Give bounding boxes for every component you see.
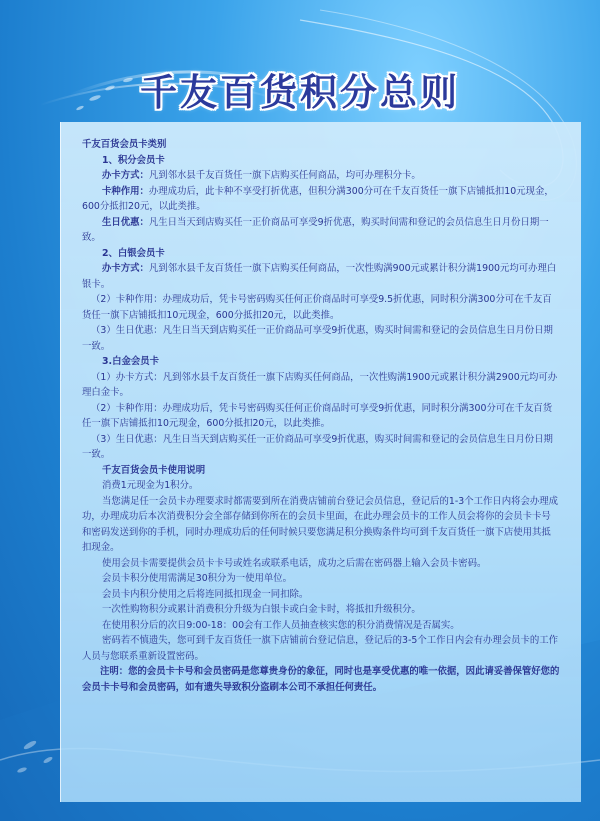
content-body (82, 137, 560, 695)
card2-function: （2）卡种作用：办理成功后，凭卡号密码购买任何正价商品时可享受9.5折优惠，同时积分满300分可在千友百货任一旗下店铺抵扣10元现金，600分抵扣20元，以此类推。 (82, 294, 552, 321)
page-title: 千友百货积分总则 (140, 71, 460, 114)
card1-function (82, 184, 560, 215)
card2-method (82, 261, 560, 292)
section-heading-card-types: 千友百货会员卡类别 (82, 139, 167, 150)
note: 注明：您的会员卡卡号和会员密码是您尊贵身份的象征，同时也是享受优惠的唯一依据，因此请妥善保管好您的会员卡卡号和会员密码，如有遗失导致积分盗刷本公司不承担任何责任。 (82, 666, 560, 693)
card2-method-label: 办卡方式： (102, 263, 149, 274)
usage-p6: 一次性购物积分或累计消费积分升级为白银卡或白金卡时，将抵扣升级积分。 (102, 604, 421, 615)
card2-heading: 2、白银会员卡 (102, 247, 165, 259)
card1-method-text: 凡到邻水县千友百货任一旗下店购买任何商品，均可办理积分卡。 (148, 170, 421, 181)
card1-birthday-text: 凡生日当天到店购买任一正价商品可享受9折优惠，购买时间需和登记的会员信息生日月份日期一致。 (82, 216, 549, 243)
card3-heading: 3.白金会员卡 (102, 356, 159, 367)
usage-p1: 消费1元现金为1积分。 (102, 480, 199, 491)
card2-method-text: 凡到邻水县千友百货任一旗下店购买任何商品，一次性购满900元或累计积分满1900元均可办理白银卡。 (82, 263, 557, 290)
card1-heading: 1、积分会员卡 (102, 154, 165, 166)
card2-birthday: （3）生日优惠：凡生日当天到店购买任一正价商品可享受9折优惠，购买时间需和登记的会员信息生日月份日期一致。 (82, 325, 553, 352)
usage-p3: 使用会员卡需要提供会员卡卡号或姓名或联系电话，成功之后需在密码器上输入会员卡密码。 (102, 557, 487, 569)
card1-function-label: 卡种作用： (102, 185, 149, 197)
card3-method: （1）办卡方式：凡到邻水县千友百货任一旗下店购买任何商品，一次性购满1900元或累计积分满2900元均可办理白金卡。 (82, 371, 558, 398)
usage-p2: 当您满足任一会员卡办理要求时都需要到所在消费店铺前台登记会员信息，登记后的1-3个工作日内将会办理成功，办理成功后本次消费积分会全部存储到你所在的会员卡里面，在此办理会员卡的工作人员会将你的会员卡卡号和密码发送到你的手机，同时办理成功后的任何时候只要您满足积分换购条件均可到千友百货任一旗下店使用其抵扣现金。 (82, 495, 558, 553)
usage-p5: 会员卡内积分使用之后将连同抵扣现金一同扣除。 (102, 588, 309, 600)
card1-birthday-label: 生日优惠： (102, 216, 149, 228)
card3-function: （2）卡种作用：办理成功后，凭卡号密码购买任何正价商品时可享受9折优惠，同时积分满300分可在千友百货任一旗下店铺抵扣10元现金，600分抵扣20元，以此类推。 (82, 402, 553, 429)
card1-method (82, 168, 560, 184)
card1-function-text: 办理成功后，此卡种不享受打折优惠，但积分满300分可在千友百货任一旗下店铺抵扣10元现金，600分抵扣20元，以此类推。 (82, 185, 554, 212)
card3-birthday: （3）生日优惠：凡生日当天到店购买任一正价商品可享受9折优惠，购买时间需和登记的会员信息生日月份日期一致。 (82, 433, 553, 460)
usage-p4: 会员卡积分使用需满足30积分为一使用单位。 (102, 573, 293, 584)
card1-method-label: 办卡方式： (102, 170, 149, 181)
usage-p8: 密码若不慎遗失，您可到千友百货任一旗下店铺前台登记信息，登记后的3-5个工作日内会有办理会员卡的工作人员与您联系重新设置密码。 (82, 635, 558, 662)
section-heading-usage: 千友百货会员卡使用说明 (102, 464, 206, 476)
card1-birthday (82, 215, 560, 246)
usage-p7: 在使用积分后的次日9:00-18：00会有工作人员抽查核实您的积分消费情况是否属实。 (102, 619, 460, 631)
